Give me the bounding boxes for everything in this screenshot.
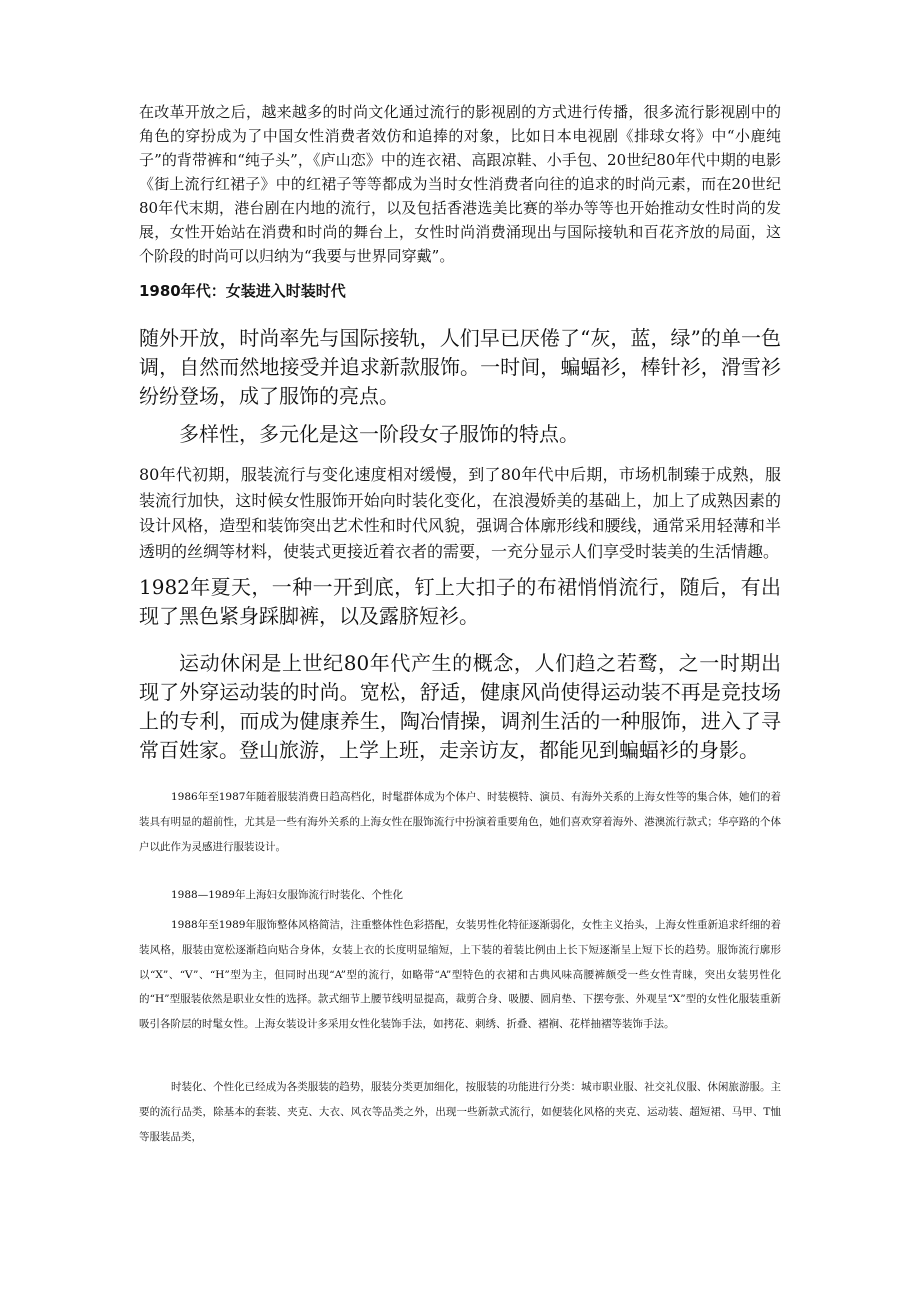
paragraph-early-80s: 80年代初期，服装流行与变化速度相对缓慢，到了80年代中后期，市场机制臻于成熟，服装流行加快，这时候女性服饰开始向时装化变化，在浪漫娇美的基础上，加上了成熟因素的设计风格，造型和装饰突出艺术性和时代风貌，强调合体廓形线和腰线，通常采用轻薄和半透明的丝绸等材料，使装式更接近着衣者的需要，一充分显示人们享受时装美的生活情趣。 <box>139 465 781 561</box>
paragraph-opening-up: 随外开放，时尚率先与国际接轨，人们早已厌倦了“灰，蓝，绿”的单一色调，自然而然地接受并追求新款服饰。一时间，蝙蝠衫，棒针衫，滑雪衫纷纷登场，成了服饰的亮点。 <box>139 326 781 408</box>
paragraph-1986-1987: 1986年至1987年随着服装消费日趋高档化，时髦群体成为个体户、时装模特、演员、有海外关系的上海女性等的集合体，她们的着装具有明显的超前性，尤其是一些有海外关系的上海女性在服饰流行中扮演着重要角色，她们喜欢穿着海外、港澳流行款式；华亭路的个体户以此作为灵感进行服装设计。 <box>139 791 781 853</box>
paragraph-sportswear: 运动休闲是上世纪80年代产生的概念，人们趋之若鹜，之一时期出现了外穿运动装的时尚。宽松，舒适，健康风尚使得运动装不再是竞技场上的专利，而成为健康养生，陶冶情操，调剂生活的一种服饰，进入了寻常百姓家。登山旅游，上学上班，走亲访友，都能见到蝙蝠衫的身影。 <box>139 651 781 762</box>
intro-paragraph: 在改革开放之后，越来越多的时尚文化通过流行的影视剧的方式进行传播，很多流行影视剧中的角色的穿扮成为了中国女性消费者效仿和追捧的对象，比如日本电视剧《排球女将》中“小鹿纯子”的背带裤和“纯子头”，《庐山恋》中的连衣裙、高跟凉鞋、小手包、20世纪80年代中期的电影《街上流行红裙子》中的红裙子等等都成为当时女性消费者向往的追求的时尚元素，而在20世纪80年代末期，港台剧在内地的流行，以及包括香港选美比赛的举办等等也开始推动女性时尚的发展，女性开始站在消费和时尚的舞台上，女性时尚消费涌现出与国际接轨和百花齐放的局面，这个阶段的时尚可以归纳为“我要与世界同穿戴”。 <box>139 103 781 265</box>
paragraph-1988-1989: 1988年至1989年服饰整体风格简洁，注重整体性色彩搭配，女装男性化特征逐渐弱化，女性主义抬头，上海女性重新追求纤细的着装风格，服装由宽松逐渐趋向贴合身体，女装上衣的长度明显缩短，上下装的着装比例由上长下短逐渐呈上短下长的趋势。服饰流行廓形以“X”、“V”、“H”型为主，但同时出现“A”型的流行，如略带“A”型特色的衣裙和古典风味高腰裤颇受一些女性青睐，突出女装男性化的“H”型服装依然是职业女性的选择。款式细节上腰节线明显提高，裁剪合身、吸腰、圆肩垫、下摆夸张、外观呈“X”型的女性化服装重新吸引各阶层的时髦女性。上海女装设计多采用女性化装饰手法，如拷花、刺绣、折叠、褶裥、花样抽褶等装饰手法。 <box>139 919 781 1031</box>
paragraph-diversity: 多样性，多元化是这一阶段女子服饰的特点。 <box>179 422 579 446</box>
sub-heading-1988-1989: 1988—1989年上海妇女服饰流行时装化、个性化 <box>171 889 403 901</box>
section-heading-1980s: 1980年代：女装进入时装时代 <box>139 282 346 300</box>
paragraph-1982-summer: 1982年夏天，一种一开到底，钉上大扣子的布裙悄悄流行，随后，有出现了黑色紧身踩脚裤，以及露脐短衫。 <box>139 575 781 628</box>
paragraph-classification: 时装化、个性化已经成为各类服装的趋势，服装分类更加细化，按服装的功能进行分类：城市职业服、社交礼仪服、休闲旅游服。主要的流行品类，除基本的套装、夹克、大衣、风衣等品类之外，出现一些新款式流行，如便装化风格的夹克、运动装、超短裙、马甲、T恤等服装品类， <box>139 1081 781 1143</box>
